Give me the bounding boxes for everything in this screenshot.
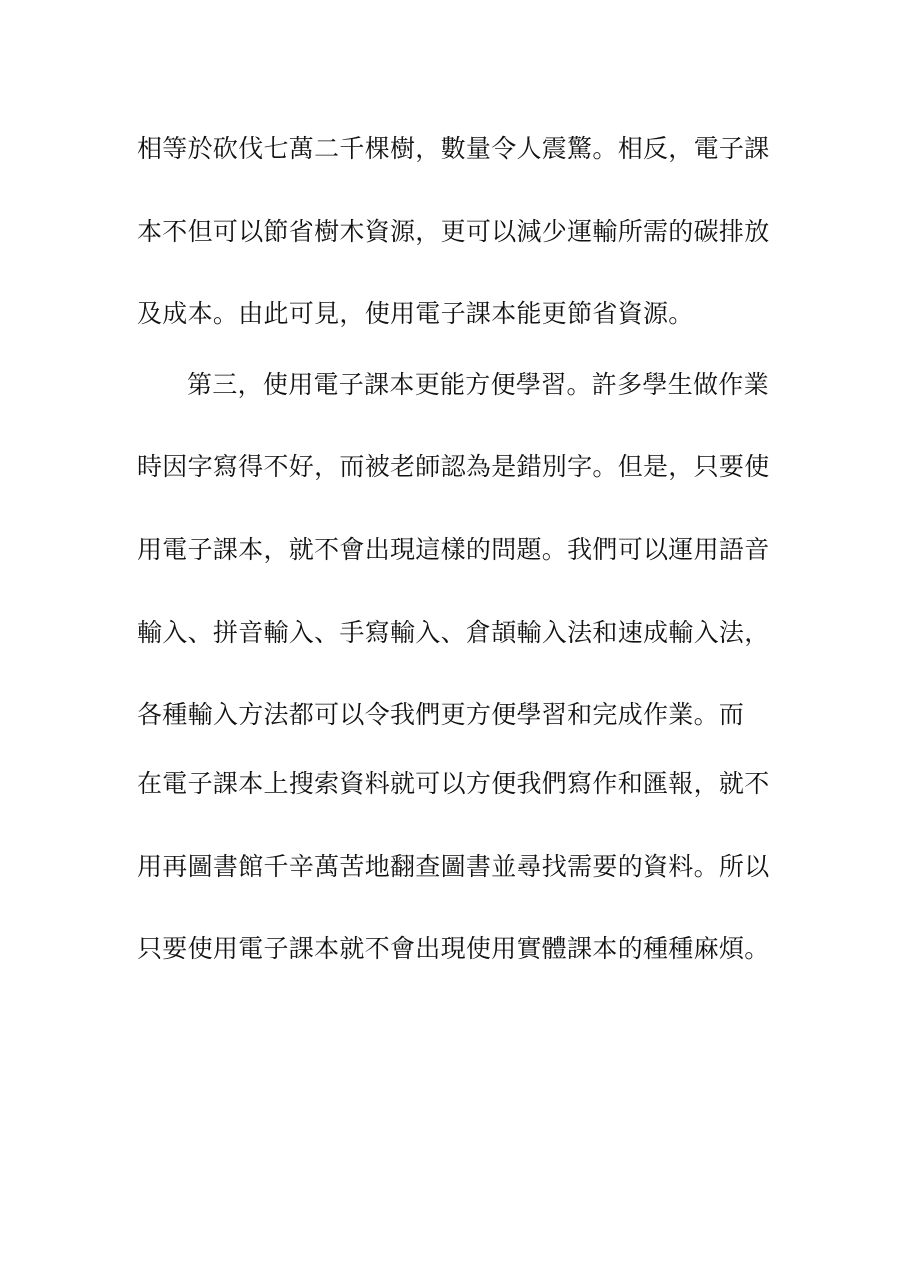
text-line: 相等於砍伐七萬二千棵樹，數量令人震驚。相反，電子課 — [137, 134, 770, 163]
text-line: 各種輸入方法都可以令我們更方便學習和完成作業。而 — [137, 700, 745, 729]
text-line: 在電子課本上搜索資料就可以方便我們寫作和匯報，就不 — [137, 769, 770, 798]
text-line: 用電子課本，就不會出現這樣的問題。我們可以運用語音 — [137, 535, 770, 564]
text-line: 及成本。由此可見，使用電子課本能更節省資源。 — [137, 299, 694, 328]
text-line: 用再圖書館千辛萬苦地翻查圖書並尋找需要的資料。所以 — [137, 852, 770, 881]
text-line: 本不但可以節省樹木資源，更可以減少運輸所需的碳排放 — [137, 217, 770, 246]
text-line: 時因字寫得不好，而被老師認為是錯別字。但是，只要使 — [137, 452, 770, 481]
text-line: 只要使用電子課本就不會出現使用實體課本的種種麻煩。 — [137, 934, 770, 963]
paragraph-first-line: 第三，使用電子課本更能方便學習。許多學生做作業 — [187, 370, 769, 399]
text-line: 輸入、拼音輸入、手寫輸入、倉頡輸入法和速成輸入法， — [137, 618, 770, 647]
